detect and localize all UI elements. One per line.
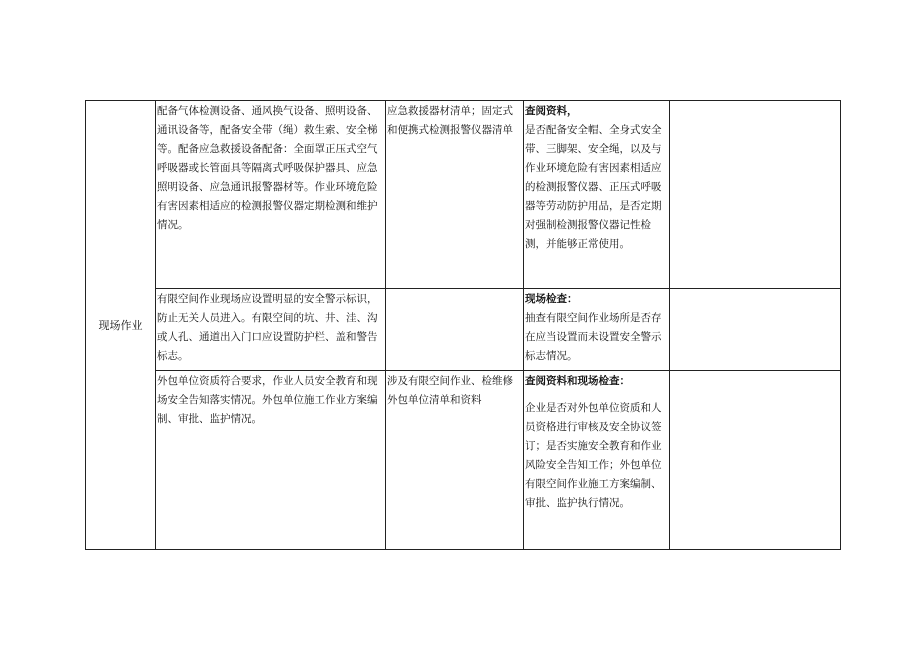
- table-row: [86, 101, 841, 289]
- requirement-cell: 配备气体检测设备、通风换气设备、照明设备、通讯设备等，配备安全带（绳）救生索、安全梯等。配备应急救援设备配备：全面罩正压式空气呼吸器或长管面具等隔离式呼吸保护器具、应急照明设备、应急通讯报警器材等。作业环境危险有害因素相适应的检测报警仪器定期检测和维护情况。: [156, 101, 386, 289]
- documents-cell: 应急救援器材清单；固定式和便携式检测报警仪器清单: [386, 101, 524, 289]
- check-body: 企业是否对外包单位资质和人员资格进行审核及安全协议签订；是否实施安全教育和作业风险安全告知工作；外包单位有限空间作业施工方案编制、审批、监护执行情况。: [525, 402, 662, 509]
- check-body: 是否配备安全帽、全身式安全带、三脚架、安全绳，以及与作业环境危险有害因素相适应的检测报警仪器、正压式呼吸器等劳动防护用品，是否定期对强制检测报警仪器记性检测，并能够正常使用。: [525, 124, 662, 250]
- table-row: [86, 371, 841, 550]
- table-row: [86, 289, 841, 371]
- check-title: 查阅资料，: [525, 105, 578, 117]
- check-cell: [524, 371, 670, 550]
- result-cell: [670, 101, 841, 289]
- check-title: 查阅资料和现场检查：: [525, 375, 630, 387]
- check-cell: [524, 289, 670, 371]
- result-cell: [670, 289, 841, 371]
- documents-cell: 涉及有限空间作业、检维修外包单位清单和资料: [386, 371, 524, 550]
- check-title: 现场检查：: [525, 293, 578, 305]
- requirement-cell: 外包单位资质符合要求，作业人员安全教育和现场安全告知落实情况。外包单位施工作业方案编制、审批、监护情况。: [156, 371, 386, 550]
- category-cell: 现场作业: [86, 101, 156, 550]
- documents-cell: [386, 289, 524, 371]
- check-cell: [524, 101, 670, 289]
- inspection-table: [85, 100, 841, 550]
- requirement-cell: 有限空间作业现场应设置明显的安全警示标识，防止无关人员进入。有限空间的坑、井、洼、沟或人孔、通道出入门口应设置防护栏、盖和警告标志。: [156, 289, 386, 371]
- check-body: 抽查有限空间作业场所是否存在应当设置而未设置安全警示标志情况。: [525, 312, 662, 362]
- result-cell: [670, 371, 841, 550]
